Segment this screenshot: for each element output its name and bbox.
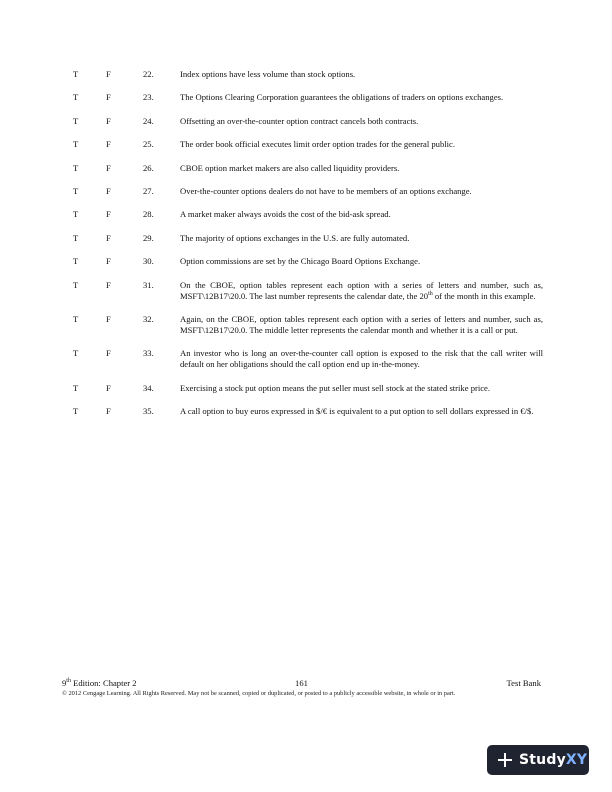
question-item xyxy=(73,139,543,150)
true-option: T xyxy=(73,313,79,324)
question-text xyxy=(180,280,543,302)
plus-icon xyxy=(493,745,519,775)
question-item xyxy=(73,348,543,370)
false-option: F xyxy=(106,162,111,173)
true-option: T xyxy=(73,139,79,150)
question-item xyxy=(73,92,543,103)
question-text: The order book official executes limit order option trades for the general public. xyxy=(180,139,455,150)
question-text: The Options Clearing Corporation guarantees the obligations of traders on options exchanges. xyxy=(180,92,504,103)
question-item xyxy=(73,383,543,394)
question-text: Over-the-counter options dealers do not have to be members of an options exchange. xyxy=(180,185,472,196)
question-item xyxy=(73,280,543,302)
question-number: 30. xyxy=(143,256,154,267)
true-option: T xyxy=(73,232,79,243)
question-item xyxy=(73,186,543,197)
edition-chapter: Edition: Chapter 2 xyxy=(70,678,137,688)
false-option: F xyxy=(106,185,111,196)
question-item xyxy=(73,314,543,336)
question-item xyxy=(73,69,543,80)
question-text: The majority of options exchanges in the U.S. are fully automated. xyxy=(180,232,410,243)
question-number: 23. xyxy=(143,92,154,103)
question-text: A market maker always avoids the cost of the bid-ask spread. xyxy=(180,209,391,220)
false-option: F xyxy=(106,115,111,126)
question-number: 26. xyxy=(143,162,154,173)
ordinal-suffix: th xyxy=(428,290,433,297)
question-item xyxy=(73,406,543,417)
copyright-notice: © 2012 Cengage Learning. All Rights Reserved. May not be scanned, copied or duplicated, or posted to a publicly accessible website, in whole or in part. xyxy=(62,690,456,697)
question-number: 34. xyxy=(143,382,154,393)
false-option: F xyxy=(106,256,111,267)
test-bank-label: Test Bank xyxy=(506,678,541,688)
true-option: T xyxy=(73,382,79,393)
question-text: Offsetting an over-the-counter option contract cancels both contracts. xyxy=(180,115,419,126)
question-number: 27. xyxy=(143,185,154,196)
question-list xyxy=(73,69,543,429)
true-option: T xyxy=(73,279,79,290)
studyxy-badge[interactable] xyxy=(487,745,589,775)
true-option: T xyxy=(73,92,79,103)
question-text: Again, on the CBOE, option tables represent each option with a series of letters and number, such as, MSFT\12B17\20.0. The middle letter represents the calendar month and whether it is a call or put. xyxy=(180,313,543,335)
false-option: F xyxy=(106,92,111,103)
page-number: 161 xyxy=(295,678,308,688)
true-option: T xyxy=(73,406,79,417)
question-text-part: On the CBOE, option tables represent each option with a series of letters and number, such as, MSFT\12B17\20.0. The last number represents the calendar date, the 20 xyxy=(180,279,543,301)
brand-name xyxy=(519,752,587,768)
question-number: 29. xyxy=(143,232,154,243)
question-text: Index options have less volume than stock options. xyxy=(180,69,356,79)
false-option: F xyxy=(106,382,111,393)
question-item xyxy=(73,256,543,267)
edition-suffix: th xyxy=(66,678,71,685)
brand-name-part: Study xyxy=(519,752,566,768)
true-option: T xyxy=(73,256,79,267)
false-option: F xyxy=(106,348,111,359)
question-text: A call option to buy euros expressed in $/€ is equivalent to a put option to sell dollars expressed in €/$. xyxy=(180,406,534,417)
true-option: T xyxy=(73,162,79,173)
false-option: F xyxy=(106,232,111,243)
false-option: F xyxy=(106,69,111,79)
true-option: T xyxy=(73,209,79,220)
true-option: T xyxy=(73,115,79,126)
false-option: F xyxy=(106,279,111,290)
question-number: 22. xyxy=(143,69,154,79)
false-option: F xyxy=(106,406,111,417)
edition-label xyxy=(62,678,222,688)
question-number: 31. xyxy=(143,279,154,290)
question-text: An investor who is long an over-the-counter call option is exposed to the risk that the call writer will default on her obligations should the call option end up in-the-money. xyxy=(180,348,543,370)
question-text-part: of the month in this example. xyxy=(432,290,536,301)
true-option: T xyxy=(73,185,79,196)
question-item xyxy=(73,116,543,127)
false-option: F xyxy=(106,139,111,150)
question-number: 25. xyxy=(143,139,154,150)
false-option: F xyxy=(106,313,111,324)
false-option: F xyxy=(106,209,111,220)
page-footer xyxy=(62,678,541,698)
question-number: 33. xyxy=(143,348,154,359)
question-text: Exercising a stock put option means the put seller must sell stock at the stated strike price. xyxy=(180,382,491,393)
question-number: 35. xyxy=(143,406,154,417)
true-option: T xyxy=(73,348,79,359)
question-number: 32. xyxy=(143,313,154,324)
question-number: 28. xyxy=(143,209,154,220)
question-text: CBOE option market makers are also called liquidity providers. xyxy=(180,162,400,173)
footer-row xyxy=(62,678,541,688)
question-item xyxy=(73,163,543,174)
question-text: Option commissions are set by the Chicago Board Options Exchange. xyxy=(180,256,421,267)
brand-name-accent: XY xyxy=(565,752,588,768)
true-option: T xyxy=(73,69,79,79)
question-number: 24. xyxy=(143,115,154,126)
question-item xyxy=(73,209,543,220)
question-item xyxy=(73,233,543,244)
edition-number: 9 xyxy=(62,678,67,688)
